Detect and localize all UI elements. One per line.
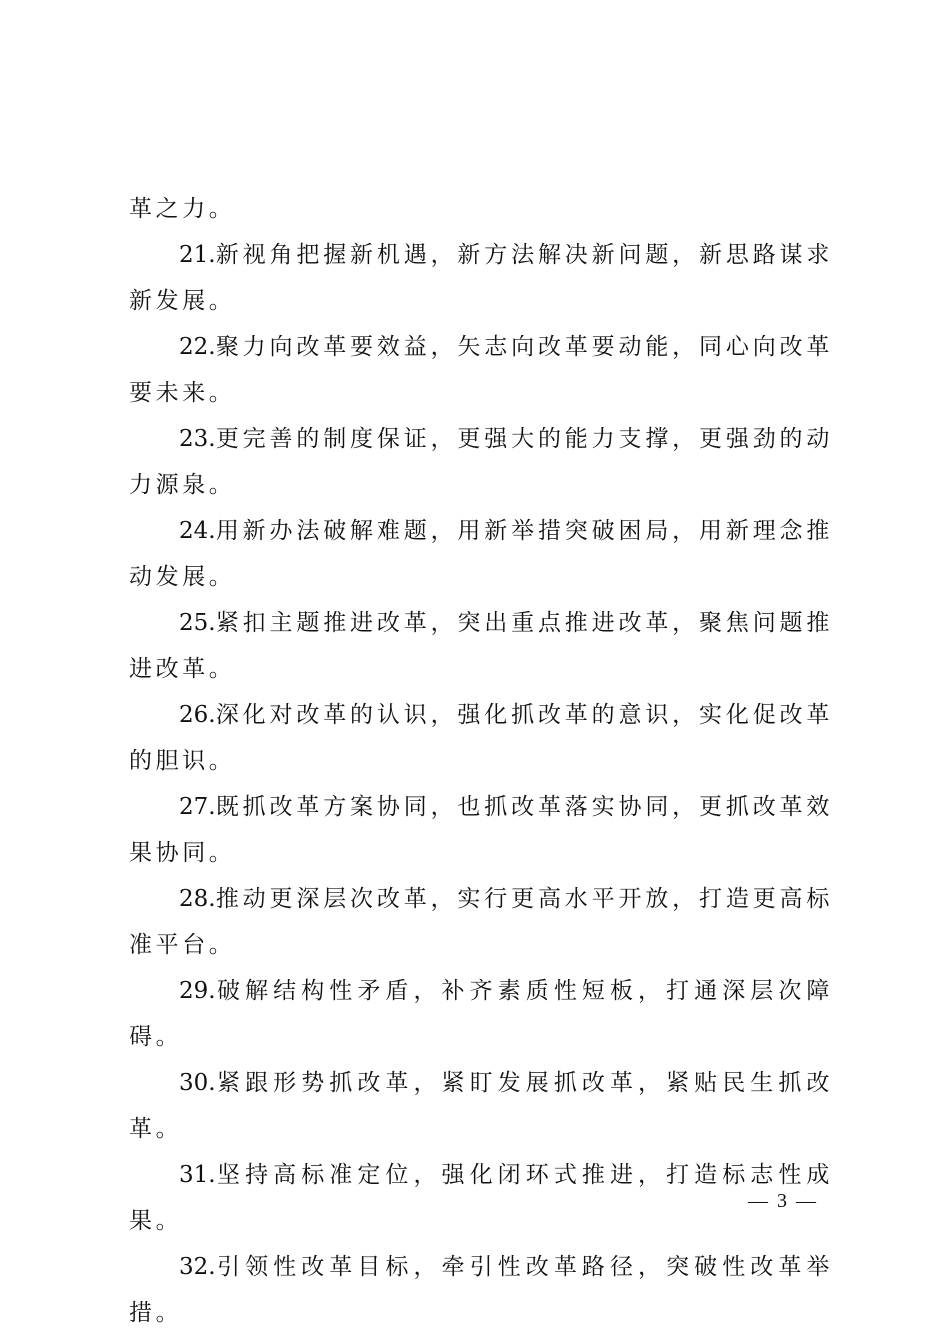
item-text: 紧扣主题推进改革，突出重点推进改革，聚焦问题推进改革。	[129, 610, 833, 682]
item-text: 深化对改革的认识，强化抓改革的意识，实化促改革的胆识。	[129, 702, 833, 774]
item-text: 坚持高标准定位，强化闭环式推进，打造标志性成果。	[129, 1162, 833, 1234]
item-number: 22.	[179, 334, 216, 360]
list-item	[129, 508, 833, 600]
item-number: 26.	[179, 702, 216, 728]
list-item	[129, 968, 833, 1060]
item-text: 紧跟形势抓改革，紧盯发展抓改革，紧贴民生抓改革。	[129, 1070, 833, 1142]
list-item	[129, 416, 833, 508]
list-item	[129, 1244, 833, 1336]
item-number: 31.	[179, 1162, 216, 1188]
item-number: 27.	[179, 794, 216, 820]
item-text: 聚力向改革要效益，矢志向改革要动能，同心向改革要未来。	[129, 334, 833, 406]
list-item	[129, 600, 833, 692]
item-number: 21.	[179, 242, 216, 268]
list-item	[129, 876, 833, 968]
list-item	[129, 692, 833, 784]
item-number: 29.	[179, 978, 216, 1004]
item-number: 32.	[179, 1254, 216, 1280]
item-number: 23.	[179, 426, 216, 452]
item-text: 新视角把握新机遇，新方法解决新问题，新思路谋求新发展。	[129, 242, 833, 314]
continued-paragraph: 革之力。	[129, 196, 236, 222]
item-text: 更完善的制度保证，更强大的能力支撑，更强劲的动力源泉。	[129, 426, 833, 498]
item-text: 推动更深层次改革，实行更高水平开放，打造更高标准平台。	[129, 886, 833, 958]
list-item	[129, 784, 833, 876]
page-body	[129, 186, 833, 1336]
list-item	[129, 324, 833, 416]
item-text: 既抓改革方案协同，也抓改革落实协同，更抓改革效果协同。	[129, 794, 833, 866]
item-number: 28.	[179, 886, 216, 912]
page-number: — 3 —	[748, 1190, 818, 1212]
list-item	[129, 1060, 833, 1152]
item-text: 用新办法破解难题，用新举措突破困局，用新理念推动发展。	[129, 518, 833, 590]
list-item	[129, 1152, 833, 1244]
item-text: 引领性改革目标，牵引性改革路径，突破性改革举措。	[129, 1254, 833, 1326]
item-number: 24.	[179, 518, 216, 544]
item-number: 30.	[179, 1070, 216, 1096]
item-number: 25.	[179, 610, 216, 636]
item-text: 破解结构性矛盾，补齐素质性短板，打通深层次障碍。	[129, 978, 833, 1050]
list-item	[129, 232, 833, 324]
